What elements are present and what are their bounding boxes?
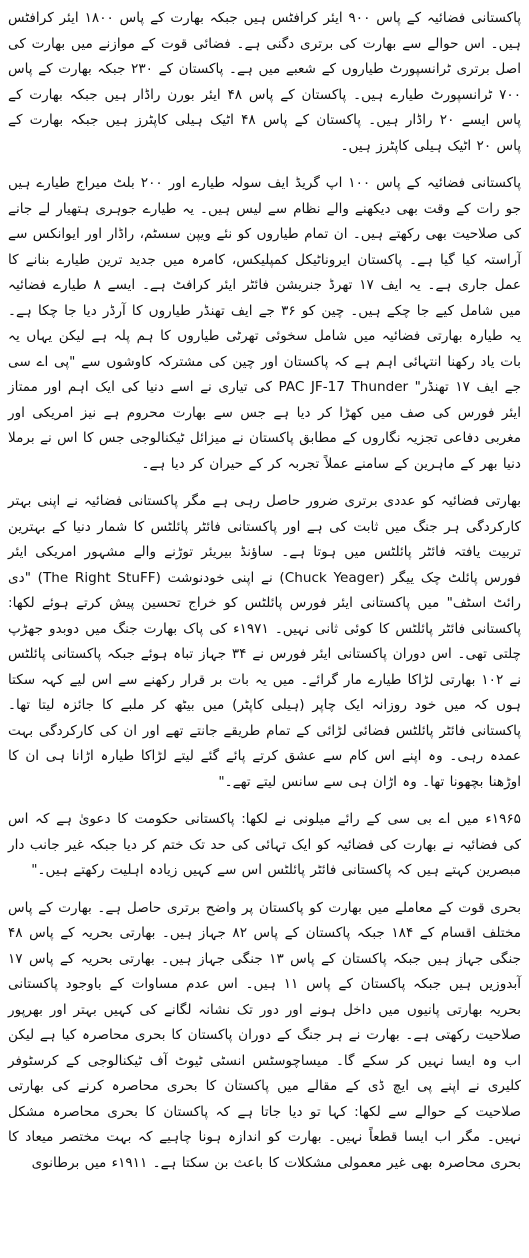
article-paragraph-1965-quote: ۱۹۶۵ء میں اے بی سی کے رائے میلونی نے لکھا: پاکستانی حکومت کا دعویٰ ہے کہ اس کی فضائیہ نے بھارت کی فضائیہ کو ایک تہائی کی حد تک ختم کر دیا جبکہ غیر جانب دار مبصرین کہتے ہیں کہ پاکستانی فائٹر پائلٹس اس سے کہیں زیادہ اہلیت رکھتے ہیں۔" <box>8 811 521 878</box>
article-paragraph-air-fleet-comparison: پاکستانی فضائیہ کے پاس ۹۰۰ ایئر کرافٹس ہیں جبکہ بھارت کے پاس ۱۸۰۰ ایئر کرافٹس ہیں۔ اس حوالے سے بھارت کی برتری دگنی ہے۔ فضائی قوت کے موازنے میں بھارت کی اصل برتری ٹرانسپورٹ طیاروں کے شعبے میں ہے۔ پاکستان کے ۲۳۰ جبکہ بھارت کے پاس ۷۰۰ ٹرانسپورٹ طیارے ہیں۔ پاکستان کے پاس ۴۸ ایئر بورن راڈار ہیں جبکہ بھارت کے پاس ایسے ۲۰ راڈار ہیں۔ پاکستان کے پاس ۴۸ اٹیک ہیلی کاپٹرز ہیں جبکہ بھارت کے پاس ۲۰ اٹیک ہیلی کاپٹرز ہیں۔ <box>8 10 521 154</box>
article-paragraph-naval-power: بحری قوت کے معاملے میں بھارت کو پاکستان پر واضح برتری حاصل ہے۔ بھارت کے پاس مختلف اقسام کے ۱۸۴ جبکہ پاکستان کے پاس ۸۲ جہاز ہیں۔ بھارتی بحریہ کے پاس ۴۸ جنگی جہاز ہیں جبکہ پاکستان کے پاس ۱۳ جنگی جہاز ہیں۔ بھارتی بحریہ کے پاس ۱۷ آبدوزیں ہیں جبکہ پاکستان کے پاس ۱۱ ہیں۔ اس عدم مساوات کے باوجود پاکستانی بحریہ بھارتی پانیوں میں داخل ہونے اور دور تک نشانہ لگانے کی کہیں بہتر اور بھرپور صلاحیت رکھتی ہے۔ بھارت نے ہر جنگ کے دوران پاکستان کا بحری محاصرہ کیا ہے لیکن اب وہ ایسا نہیں کر سکے گا۔ میساچوسٹس انسٹی ٹیوٹ آف ٹیکنالوجی کے کرسٹوفر کلیری نے اپنے پی ایچ ڈی کے مقالے میں پاکستان کا بحری محاصرہ کرنے کی بھارتی صلاحیت کے حوالے سے لکھا: کہا تو دیا جاتا ہے کہ پاکستان کا بحری محاصرہ مشکل نہیں۔ مگر اب ایسا قطعاً نہیں۔ بھارت کو اندازہ ہونا چاہیے کہ بہت مختصر میعاد کا بحری محاصرہ بھی غیر معمولی مشکلات کا باعث بن سکتا ہے۔ ۱۹۱۱ء میں برطانوی <box>8 899 522 1171</box>
article-paragraph-f16-jf17: پاکستانی فضائیہ کے پاس ۱۰۰ اپ گریڈ ایف سولہ طیارے اور ۲۰۰ بلٹ میراج طیارے ہیں جو رات کے وقت بھی دیکھنے والے نظام سے لیس ہیں۔ یہ طیارے جوہری ہتھیار لے جانے کی صلاحیت بھی رکھتے ہیں۔ ان تمام طیاروں کو نئے ویپن سسٹم، راڈار اور ایوانکس سے آراستہ کیا گیا ہے۔ پاکستان ایروناٹیکل کمپلیکس، کامرہ میں جدید ترین طیارے بنانے کا عمل جاری ہے۔ یہ ایف ۱۷ تھرڈ جنریشن فائٹر ایئر کرافٹ ہے۔ ایسے ۸ طیارے فضائیہ میں شامل کیے جا چکے ہیں۔ چین کو ۳۶ جے ایف تھنڈر طیاروں کا آرڈر دیا جا چکا ہے۔ یہ طیارہ بھارتی فضائیہ میں شامل سخوئی تھرٹی طیاروں کا ہم پلہ ہے لیکن یہاں یہ بات یاد رکھنا انتہائی اہم ہے کہ پاکستان اور چین کی مشترکہ کاوشوں سے "پی اے سی جے ایف ۱۷ تھنڈر" PAC JF-17 Thunder کی تیاری نے اسے دنیا کی ایک اہم اور ممتاز ایئر فورس کی صف میں کھڑا کر دیا ہے جس سے بھارت محروم ہے نیز امریکی اور مغربی دفاعی تجزیہ نگاروں کے مطابق پاکستان نے میزائل ٹیکنالوجی جس کا اس نے برملا دنیا بھر کے ماہرین کے سامنے عملاً تجربہ کر کے حیران کر دیا ہے۔ <box>8 175 521 472</box>
article-paragraph-pilot-performance: بھارتی فضائیہ کو عددی برتری ضرور حاصل رہی ہے مگر پاکستانی فضائیہ نے اپنی بہتر کارکردگی ہر جنگ میں ثابت کی ہے اور پاکستانی فائٹر پائلٹس کا شمار دنیا کے بہترین تربیت یافتہ فائٹر پائلٹس میں ہوتا ہے۔ ساؤنڈ بیریئر توڑنے والے مشہور امریکی ایئر فورس پائلٹ چک ییگر (Chuck Yeager) نے اپنی خودنوشت (The Right StuFF) "دی رائٹ اسٹف" میں پاکستانی ایئر فورس پائلٹس کو خراج تحسین پیش کرتے ہوئے لکھا: پاکستانی فائٹر پائلٹس کا کوئی ثانی نہیں۔ ۱۹۷۱ء کی پاک بھارت جنگ میں دوبدو جھڑپ چلتی تھی۔ اس دوران پاکستانی ایئر فورس نے ۳۴ جہاز تباہ ہوئے جبکہ پاکستانی پائلٹس نے ۱۰۲ بھارتی لڑاکا طیارے مار گرائے۔ میں یہ بات بر قرار رکھنے سے اس لیے کہہ سکتا ہوں کہ میں خود روزانہ ایک چاپر (ہیلی کاپٹر) میں بیٹھ کر ملبے کا جائزہ لیتا تھا۔ پاکستانی فائٹر پائلٹس فضائی لڑائی کے تمام طریقے جانتے تھے اور ان کی کارکردگی بہت عمدہ رہی۔ وہ اپنے اس کام سے عشق کرتے پائے گئے لیتے لڑاکا طیارہ اڑانا ہی ان کا اوڑھنا بچھونا تھا۔ وہ اڑان ہی سے سانس لیتے تھے۔" <box>8 493 521 790</box>
